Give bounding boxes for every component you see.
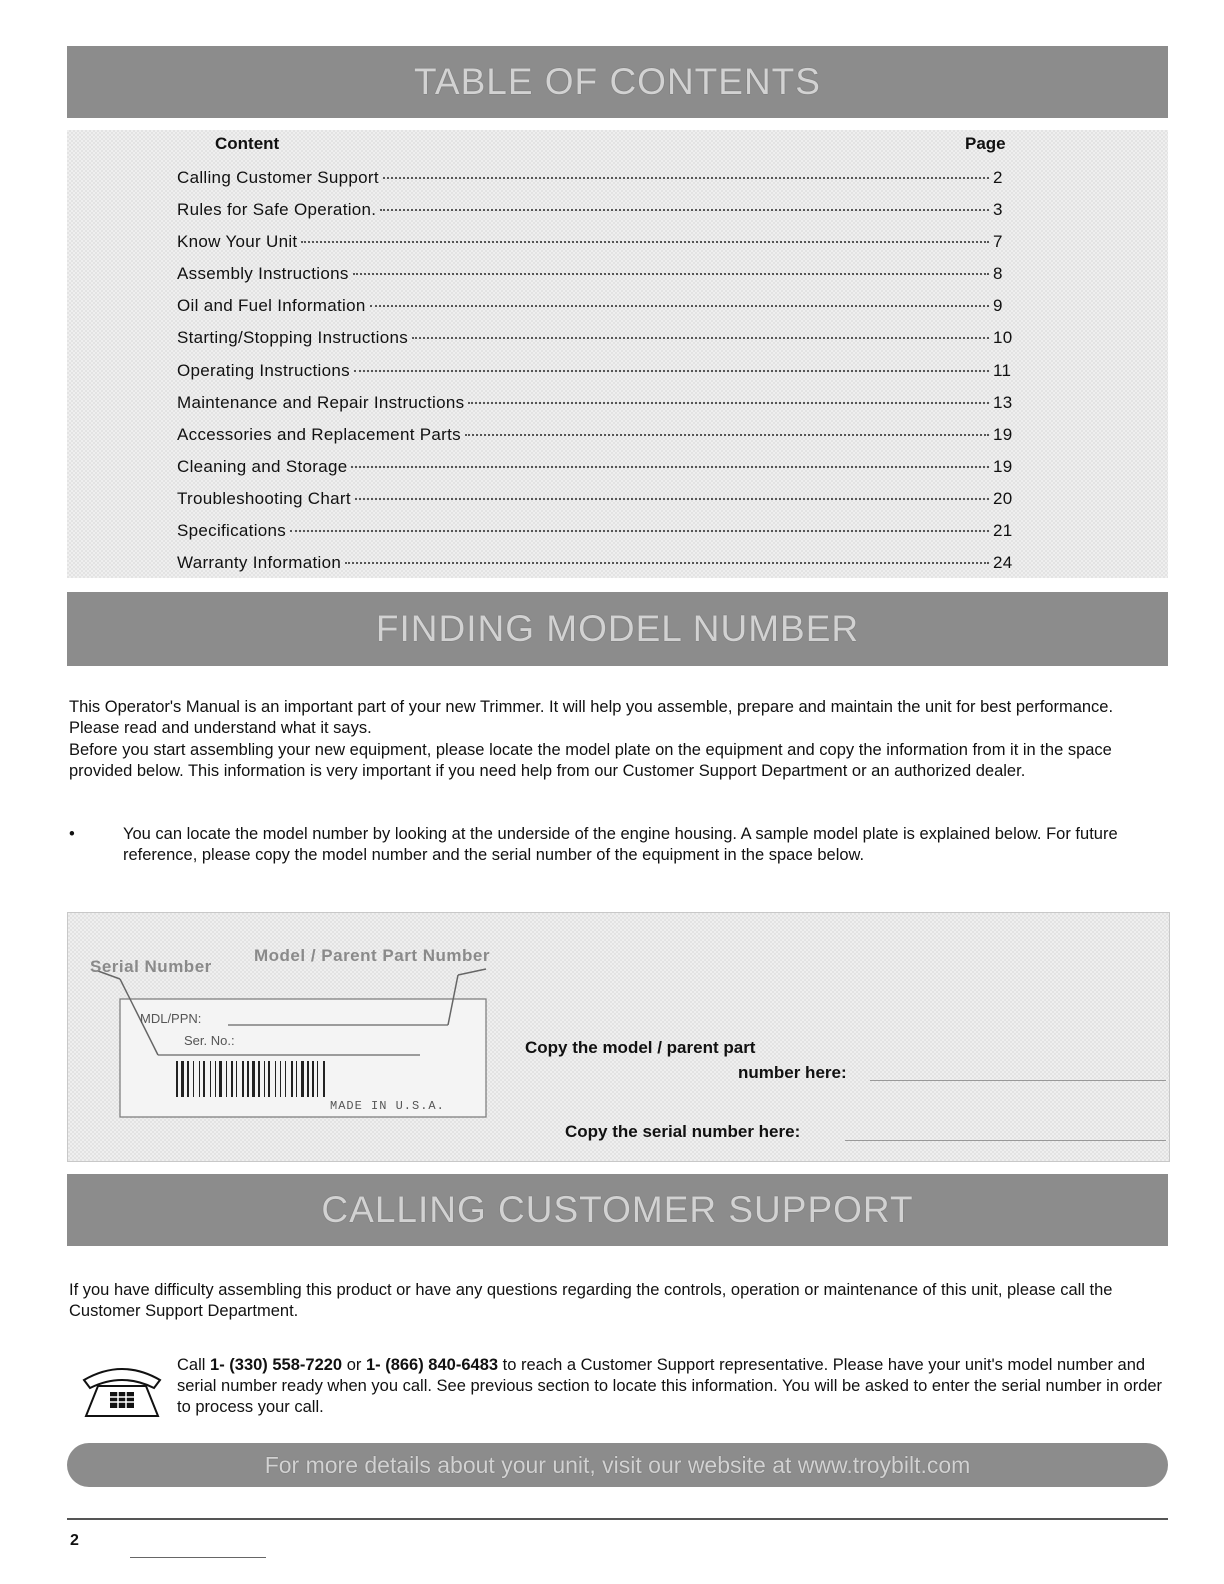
toc-section (67, 130, 1168, 578)
barcode-bar (193, 1061, 194, 1097)
toc-entry-title: Starting/Stopping Instructions (177, 328, 409, 348)
toc-entry[interactable] (177, 393, 1017, 425)
phone-number-2[interactable]: 1- (866) 840-6483 (365, 1356, 499, 1374)
model-number-label: Model / Parent Part Number (254, 946, 490, 965)
toc-entry[interactable] (177, 361, 1017, 393)
toc-entry-page: 21 (993, 521, 1013, 541)
toc-entry[interactable] (177, 328, 1017, 360)
barcode-bar (247, 1061, 249, 1097)
toc-header-page: Page (965, 134, 1006, 153)
toc-entry[interactable] (177, 232, 1017, 264)
model-number-write-line[interactable] (870, 1080, 1166, 1081)
toc-entry-title: Accessories and Replacement Parts (177, 424, 461, 444)
barcode-bar (258, 1061, 260, 1097)
toc-entry-title: Specifications (177, 521, 287, 541)
toc-entry[interactable] (177, 457, 1017, 489)
toc-entry-page: 3 (993, 200, 1003, 220)
barcode-bar (296, 1061, 297, 1097)
bullet-marker: • (69, 825, 75, 843)
barcode-bar (226, 1061, 227, 1097)
toc-leader (301, 241, 989, 243)
toc-banner: TABLE OF CONTENTS (67, 46, 1168, 118)
barcode-bar (275, 1061, 276, 1097)
serial-number-label: Serial Number (90, 957, 212, 976)
barcode-bar (181, 1061, 184, 1097)
call-instructions (177, 1355, 1167, 1418)
toc-entry[interactable] (177, 553, 1017, 585)
toc-entry-title: Assembly Instructions (177, 264, 349, 284)
toc-entry-page: 2 (993, 168, 1003, 187)
ser-text: Ser. No.: (184, 1033, 235, 1048)
call-rest: to reach a Customer Support representative. Please have your unit's model number and serial number ready when you call. See previous section to locate this information. You will be asked to enter the serial number in order to process your call. (177, 1356, 1163, 1416)
toc-entry-page: 19 (993, 424, 1013, 444)
toc-entry[interactable] (177, 425, 1017, 457)
toc-entry-page: 24 (993, 553, 1013, 573)
toc-list (177, 168, 1017, 585)
barcode-bar (280, 1061, 281, 1097)
barcode-bar (242, 1061, 244, 1097)
phone-number-1[interactable]: 1- (330) 558-7220 (210, 1356, 343, 1374)
barcode-bar (176, 1061, 178, 1097)
barcode-bar (285, 1061, 286, 1097)
toc-entry-title: Cleaning and Storage (177, 456, 348, 476)
serial-number-write-line[interactable] (845, 1140, 1166, 1141)
barcode-bar (323, 1061, 325, 1097)
toc-entry[interactable] (177, 168, 1017, 200)
toc-entry[interactable] (177, 200, 1017, 232)
toc-leader (468, 402, 989, 404)
copy-serial-label: Copy the serial number here: (565, 1122, 801, 1141)
toc-entry-title: Calling Customer Support (177, 168, 379, 187)
barcode-bar (291, 1061, 293, 1097)
toc-leader (355, 498, 989, 500)
toc-leader (412, 337, 989, 339)
barcode-bar (252, 1061, 255, 1097)
barcode-bar (231, 1061, 233, 1097)
toc-leader (370, 305, 989, 307)
toc-entry[interactable] (177, 489, 1017, 521)
toc-entry-title: Troubleshooting Chart (177, 488, 351, 508)
support-paragraph: If you have difficulty assembling this product or have any questions regarding the controls, operation or maintenance of this unit, please call the Customer Support Department. (69, 1281, 1113, 1320)
barcode-bar (268, 1061, 270, 1097)
bullet-text: You can locate the model number by looking at the underside of the engine housing. A sample model plate is explained below. For future reference, please copy the model number and the serial number of the equipment in the space below. (123, 825, 1118, 864)
mdl-text: MDL/PPN: (140, 1011, 202, 1026)
toc-leader (380, 209, 989, 211)
toc-entry-page: 19 (993, 456, 1013, 476)
toc-leader (345, 562, 989, 564)
barcode-bar (219, 1061, 222, 1097)
barcode-bar (236, 1061, 237, 1097)
barcode-bar (312, 1061, 314, 1097)
toc-leader (351, 466, 989, 468)
page-number: 2 (70, 1532, 79, 1549)
footer-divider (67, 1518, 1168, 1520)
toc-entry-title: Know Your Unit (177, 232, 298, 252)
toc-leader (353, 273, 989, 275)
toc-header-content: Content (215, 134, 280, 153)
toc-entry-title: Warranty Information (177, 553, 342, 573)
toc-entry-page: 20 (993, 488, 1013, 508)
toc-leader (465, 434, 989, 436)
website-banner[interactable]: For more details about your unit, visit our website at www.troybilt.com (67, 1443, 1168, 1487)
toc-entry[interactable] (177, 521, 1017, 553)
toc-entry-title: Maintenance and Repair Instructions (177, 392, 465, 412)
toc-entry-page: 8 (993, 264, 1003, 284)
toc-entry-page: 7 (993, 232, 1003, 252)
barcode-bar (203, 1061, 205, 1097)
barcode-bar (264, 1061, 265, 1097)
toc-entry-title: Rules for Safe Operation. (177, 200, 377, 220)
barcode-bar (187, 1061, 189, 1097)
made-in-text: MADE IN U.S.A. (330, 1099, 445, 1113)
barcode-bar (210, 1061, 211, 1097)
model-pointer-line (458, 969, 486, 975)
call-or: or (342, 1356, 366, 1374)
telephone-icon (80, 1358, 164, 1422)
footer-underline (130, 1557, 266, 1558)
toc-leader (290, 530, 989, 532)
intro-paragraph: This Operator's Manual is an important part of your new Trimmer. It will help you assemble, prepare and maintain the unit for best performance. Please read and understand what it says. (69, 698, 1114, 737)
toc-entry-title: Operating Instructions (177, 360, 350, 380)
barcode-bar (199, 1061, 200, 1097)
toc-entry-page: 11 (993, 360, 1012, 380)
toc-entry-title: Oil and Fuel Information (177, 296, 366, 316)
model-number-banner: FINDING MODEL NUMBER (67, 592, 1168, 666)
toc-entry-page: 13 (993, 392, 1013, 412)
toc-leader (354, 370, 989, 372)
copy-model-label-line2: number here: (738, 1063, 847, 1082)
barcode-bar (307, 1061, 309, 1097)
barcode-bar (301, 1061, 304, 1097)
barcode-bar (215, 1061, 216, 1097)
call-prefix: Call (177, 1356, 211, 1374)
barcode-bar (317, 1061, 318, 1097)
toc-entry[interactable] (177, 296, 1017, 328)
toc-entry-page: 10 (993, 328, 1013, 348)
toc-entry-page: 9 (993, 296, 1003, 316)
copy-model-label-line1: Copy the model / parent part (525, 1038, 756, 1057)
toc-entry[interactable] (177, 264, 1017, 296)
locate-plate-paragraph: Before you start assembling your new equipment, please locate the model plate on the equipment and copy the information from it in the space provided below. This information is very important if you need help from our Customer Support Department or an authorized dealer. (69, 741, 1112, 780)
toc-leader (383, 177, 989, 179)
customer-support-banner: CALLING CUSTOMER SUPPORT (67, 1174, 1168, 1246)
